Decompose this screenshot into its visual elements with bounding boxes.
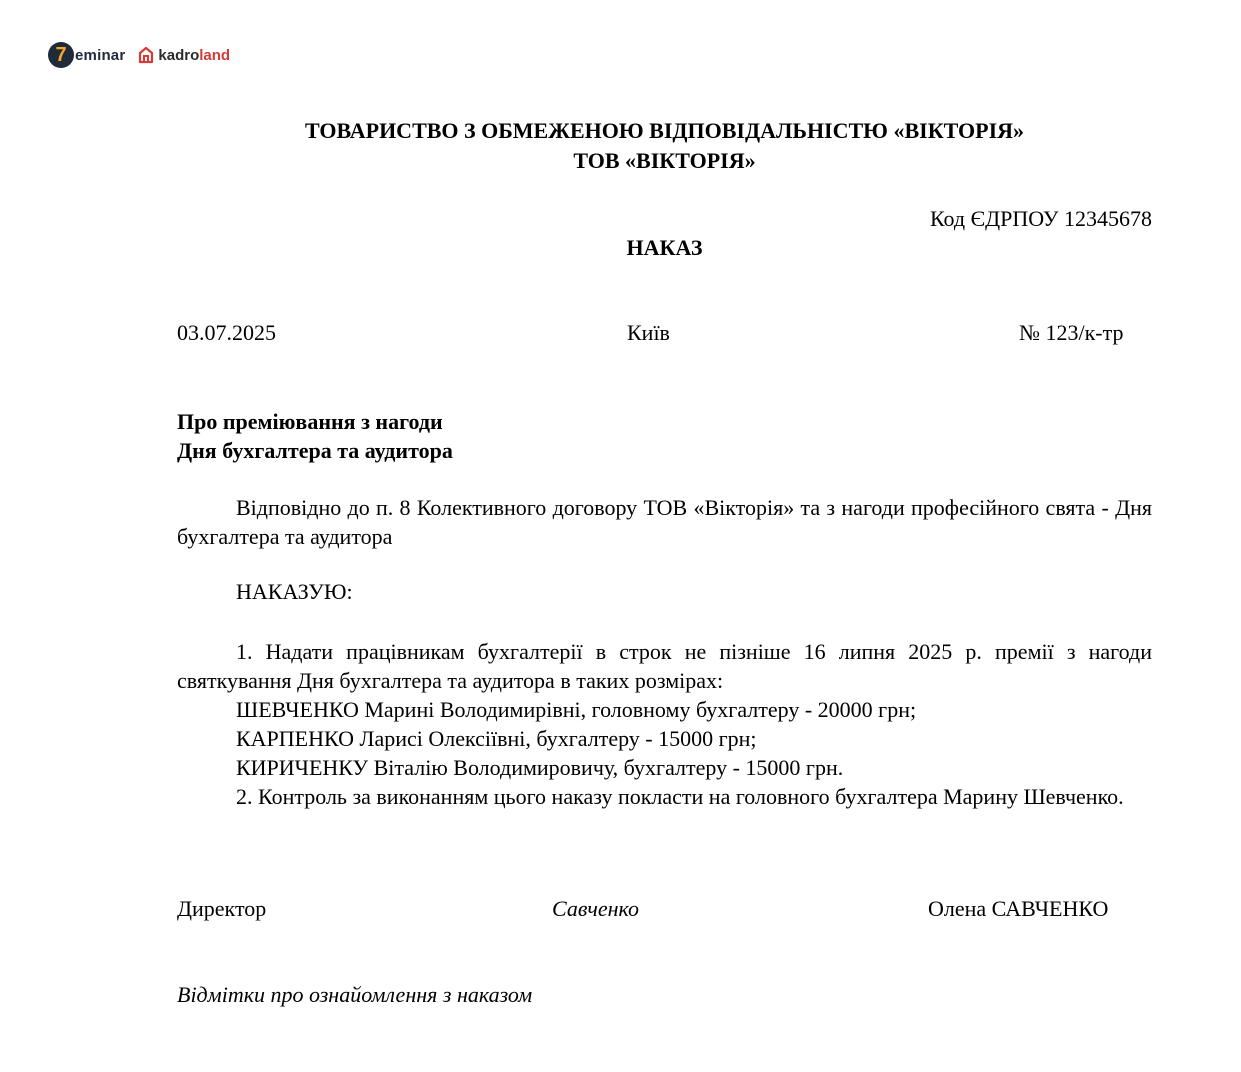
subject-line: Дня бухгалтера та аудитора	[177, 438, 453, 463]
signature: Савченко	[552, 896, 640, 921]
subject-line: Про преміювання з нагоди	[177, 409, 443, 434]
bonus-line: КАРПЕНКО Ларисі Олексіївні, бухгалтеру - 15000 грн;	[236, 726, 757, 751]
document-type: НАКАЗ	[626, 235, 703, 260]
bonus-line: ШЕВЧЕНКО Марині Володимирівні, головному бухгалтеру - 20000 грн;	[236, 697, 917, 722]
order-items	[177, 637, 1152, 811]
signatory-name: Олена САВЧЕНКО	[928, 896, 1109, 921]
order-item-1: 1. Надати працівникам бухгалтерії в строк не пізніше 16 липня 2025 р. премії з нагоди святкування Дня бухгалтера та аудитора в таких розмірах:	[177, 639, 1152, 693]
preamble-text: Відповідно до п. 8 Колективного договору ТОВ «Вікторія» та з нагоди професійного свята - Дня бухгалтера та аудитора	[177, 495, 1152, 549]
seven-circle-icon	[48, 42, 74, 68]
order-word: НАКАЗУЮ:	[236, 579, 353, 604]
order-number: № 123/к-тр	[1019, 320, 1124, 345]
org-full-name: ТОВАРИСТВО З ОБМЕЖЕНОЮ ВІДПОВІДАЛЬНІСТЮ «ВІКТОРІЯ»	[304, 118, 1025, 143]
org-short-name: ТОВ «ВІКТОРІЯ»	[573, 148, 756, 173]
order-date: 03.07.2025	[177, 320, 276, 345]
order-item-2: 2. Контроль за виконанням цього наказу покласти на головного бухгалтера Марину Шевченко.	[236, 784, 1124, 809]
order-city: Київ	[627, 320, 670, 345]
preamble	[177, 493, 1152, 551]
order-subject	[177, 407, 453, 465]
kadroland-house-icon	[137, 46, 155, 64]
edrpou-code: Код ЄДРПОУ 12345678	[929, 206, 1152, 231]
7eminar-logo	[48, 42, 125, 68]
signatory-title: Директор	[177, 896, 267, 921]
kadroland-logo-text: kadroland	[158, 46, 231, 64]
7eminar-logo-text: eminar	[75, 46, 126, 64]
kadroland-logo	[137, 46, 230, 64]
seven-digit: 7	[55, 44, 67, 66]
bonus-line: КИРИЧЕНКУ Віталію Володимировичу, бухгалтеру - 15000 грн.	[236, 755, 844, 780]
acknowledgement-note: Відмітки про ознайомлення з наказом	[177, 982, 533, 1007]
logos-header	[48, 40, 230, 70]
